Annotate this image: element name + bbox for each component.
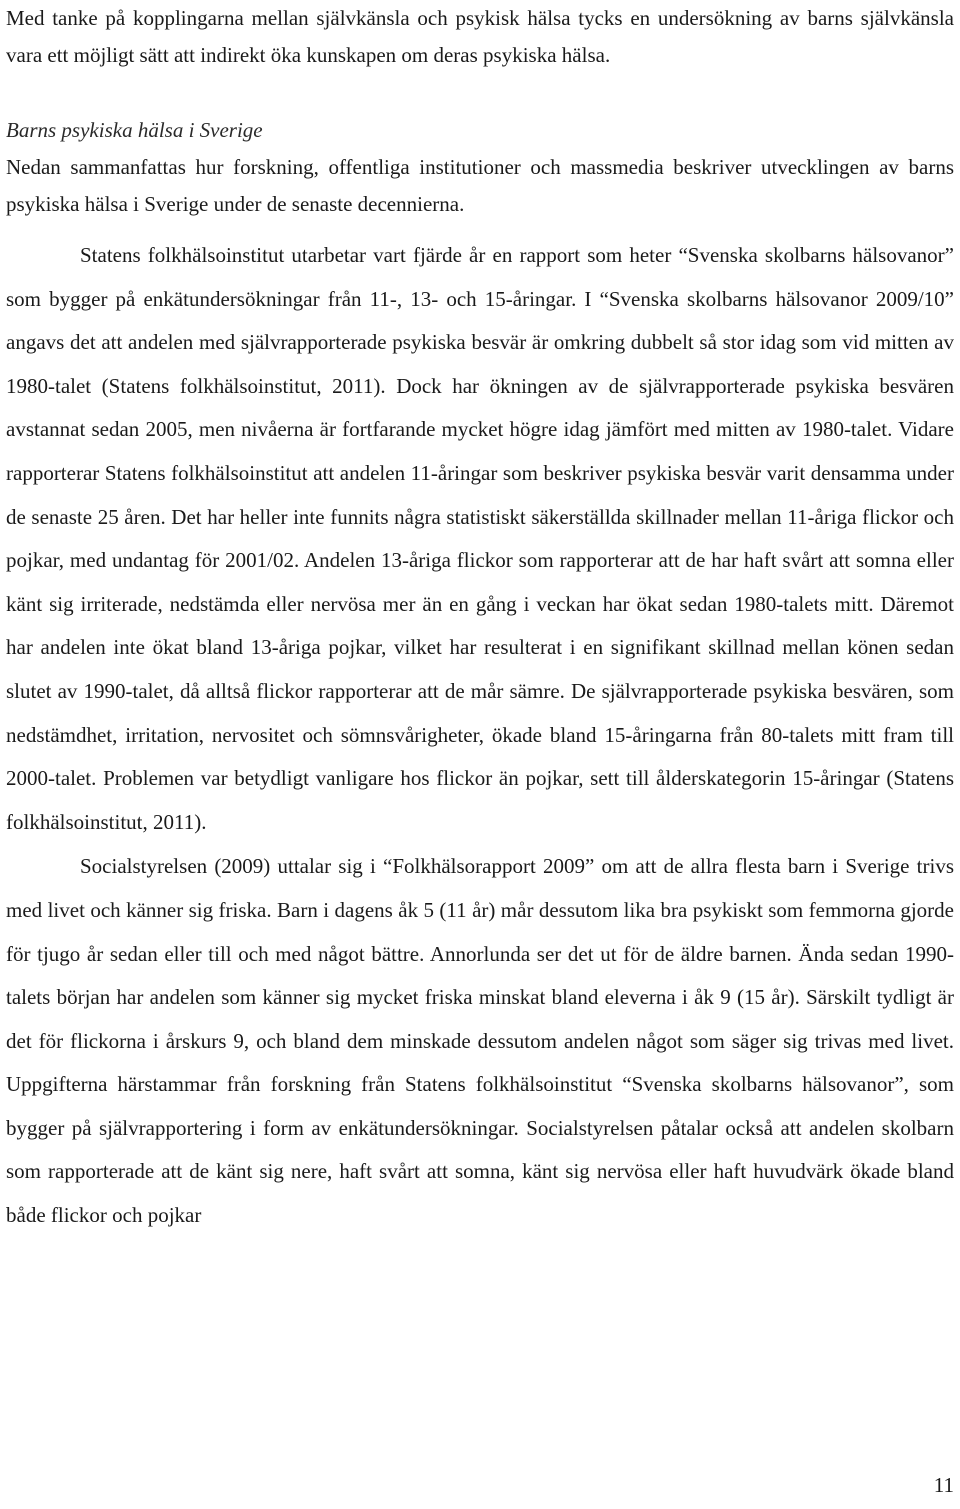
section-heading: Barns psykiska hälsa i Sverige <box>6 118 263 142</box>
body-paragraph-2: Socialstyrelsen (2009) uttalar sig i “Folkhälsorapport 2009” om att de allra flesta barn i Sverige trivs med livet och känner sig friska. Barn i dagens åk 5 (11 år) mår dessutom lika bra psykiskt som femmorna gjorde för tjugo år sedan eller till och med något bättre. Annorlunda ser det ut för de äldre barnen. Ända sedan 1990-talets början har andelen som känner sig mycket friska minskat bland eleverna i åk 9 (15 år). Särskilt tydligt är det för flickorna i årskurs 9, och bland dem minskade dessutom andelen något som säger sig trivas med livet. Uppgifterna härstammar från forskning från Statens folkhälsoinstitut “Svenska skolbarns hälsovanor”, som bygger på självrapportering i form av enkätundersökningar. Socialstyrelsen påtalar också att andelen skolbarn som rapporterade att de känt sig nere, haft svårt att somna, känt sig nervösa eller haft huvudvärk ökade bland både flickor och pojkar <box>6 854 954 1228</box>
intro-paragraph: Med tanke på kopplingarna mellan självkänsla och psykisk hälsa tycks en undersökning av barns självkänsla vara ett möjligt sätt att indirekt öka kunskapen om deras psykiska hälsa. <box>6 6 954 67</box>
summary-paragraph: Nedan sammanfattas hur forskning, offentliga institutioner och massmedia beskriver utvecklingen av barns psykiska hälsa i Sverige under de senaste decennierna. <box>6 155 954 216</box>
document-page <box>6 0 954 1238</box>
page-number: 11 <box>933 1473 954 1497</box>
body-paragraph-1: Statens folkhälsoinstitut utarbetar vart fjärde år en rapport som heter “Svenska skolbarns hälsovanor” som bygger på enkätundersökningar från 11-, 13- och 15-åringar. I “Svenska skolbarns hälsovanor 2009/10” angavs det att andelen med självrapporterade psykiska besvär är omkring dubbelt så stor idag som vid mitten av 1980-talet (Statens folkhälsoinstitut, 2011). Dock har ökningen av de självrapporterade psykiska besvären avstannat sedan 2005, men nivåerna är fortfarande mycket högre idag jämfört med mitten av 1980-talet. Vidare rapporterar Statens folkhälsoinstitut att andelen 11-åringar som beskriver psykiska besvär varit densamma under de senaste 25 åren. Det har heller inte funnits några statistiskt säkerställda skillnader mellan 11-åriga flickor och pojkar, med undantag för 2001/02. Andelen 13-åriga flickor som rapporterar att de har haft svårt att somna eller känt sig irriterade, nedstämda eller nervösa mer än en gång i veckan har ökat sedan 1980-talets mitt. Däremot har andelen inte ökat bland 13-åriga pojkar, vilket har resulterat i en signifikant skillnad mellan könen sedan slutet av 1990-talet, då alltså flickor rapporterar att de mår sämre. De självrapporterade psykiska besvären, som nedstämdhet, irritation, nervositet och sömnsvårigheter, ökade bland 15-åringarna från 80-talets mitt fram till 2000-talet. Problemen var betydligt vanligare hos flickor än pojkar, sett till ålderskategorin 15-åringar (Statens folkhälsoinstitut, 2011). <box>6 243 954 834</box>
